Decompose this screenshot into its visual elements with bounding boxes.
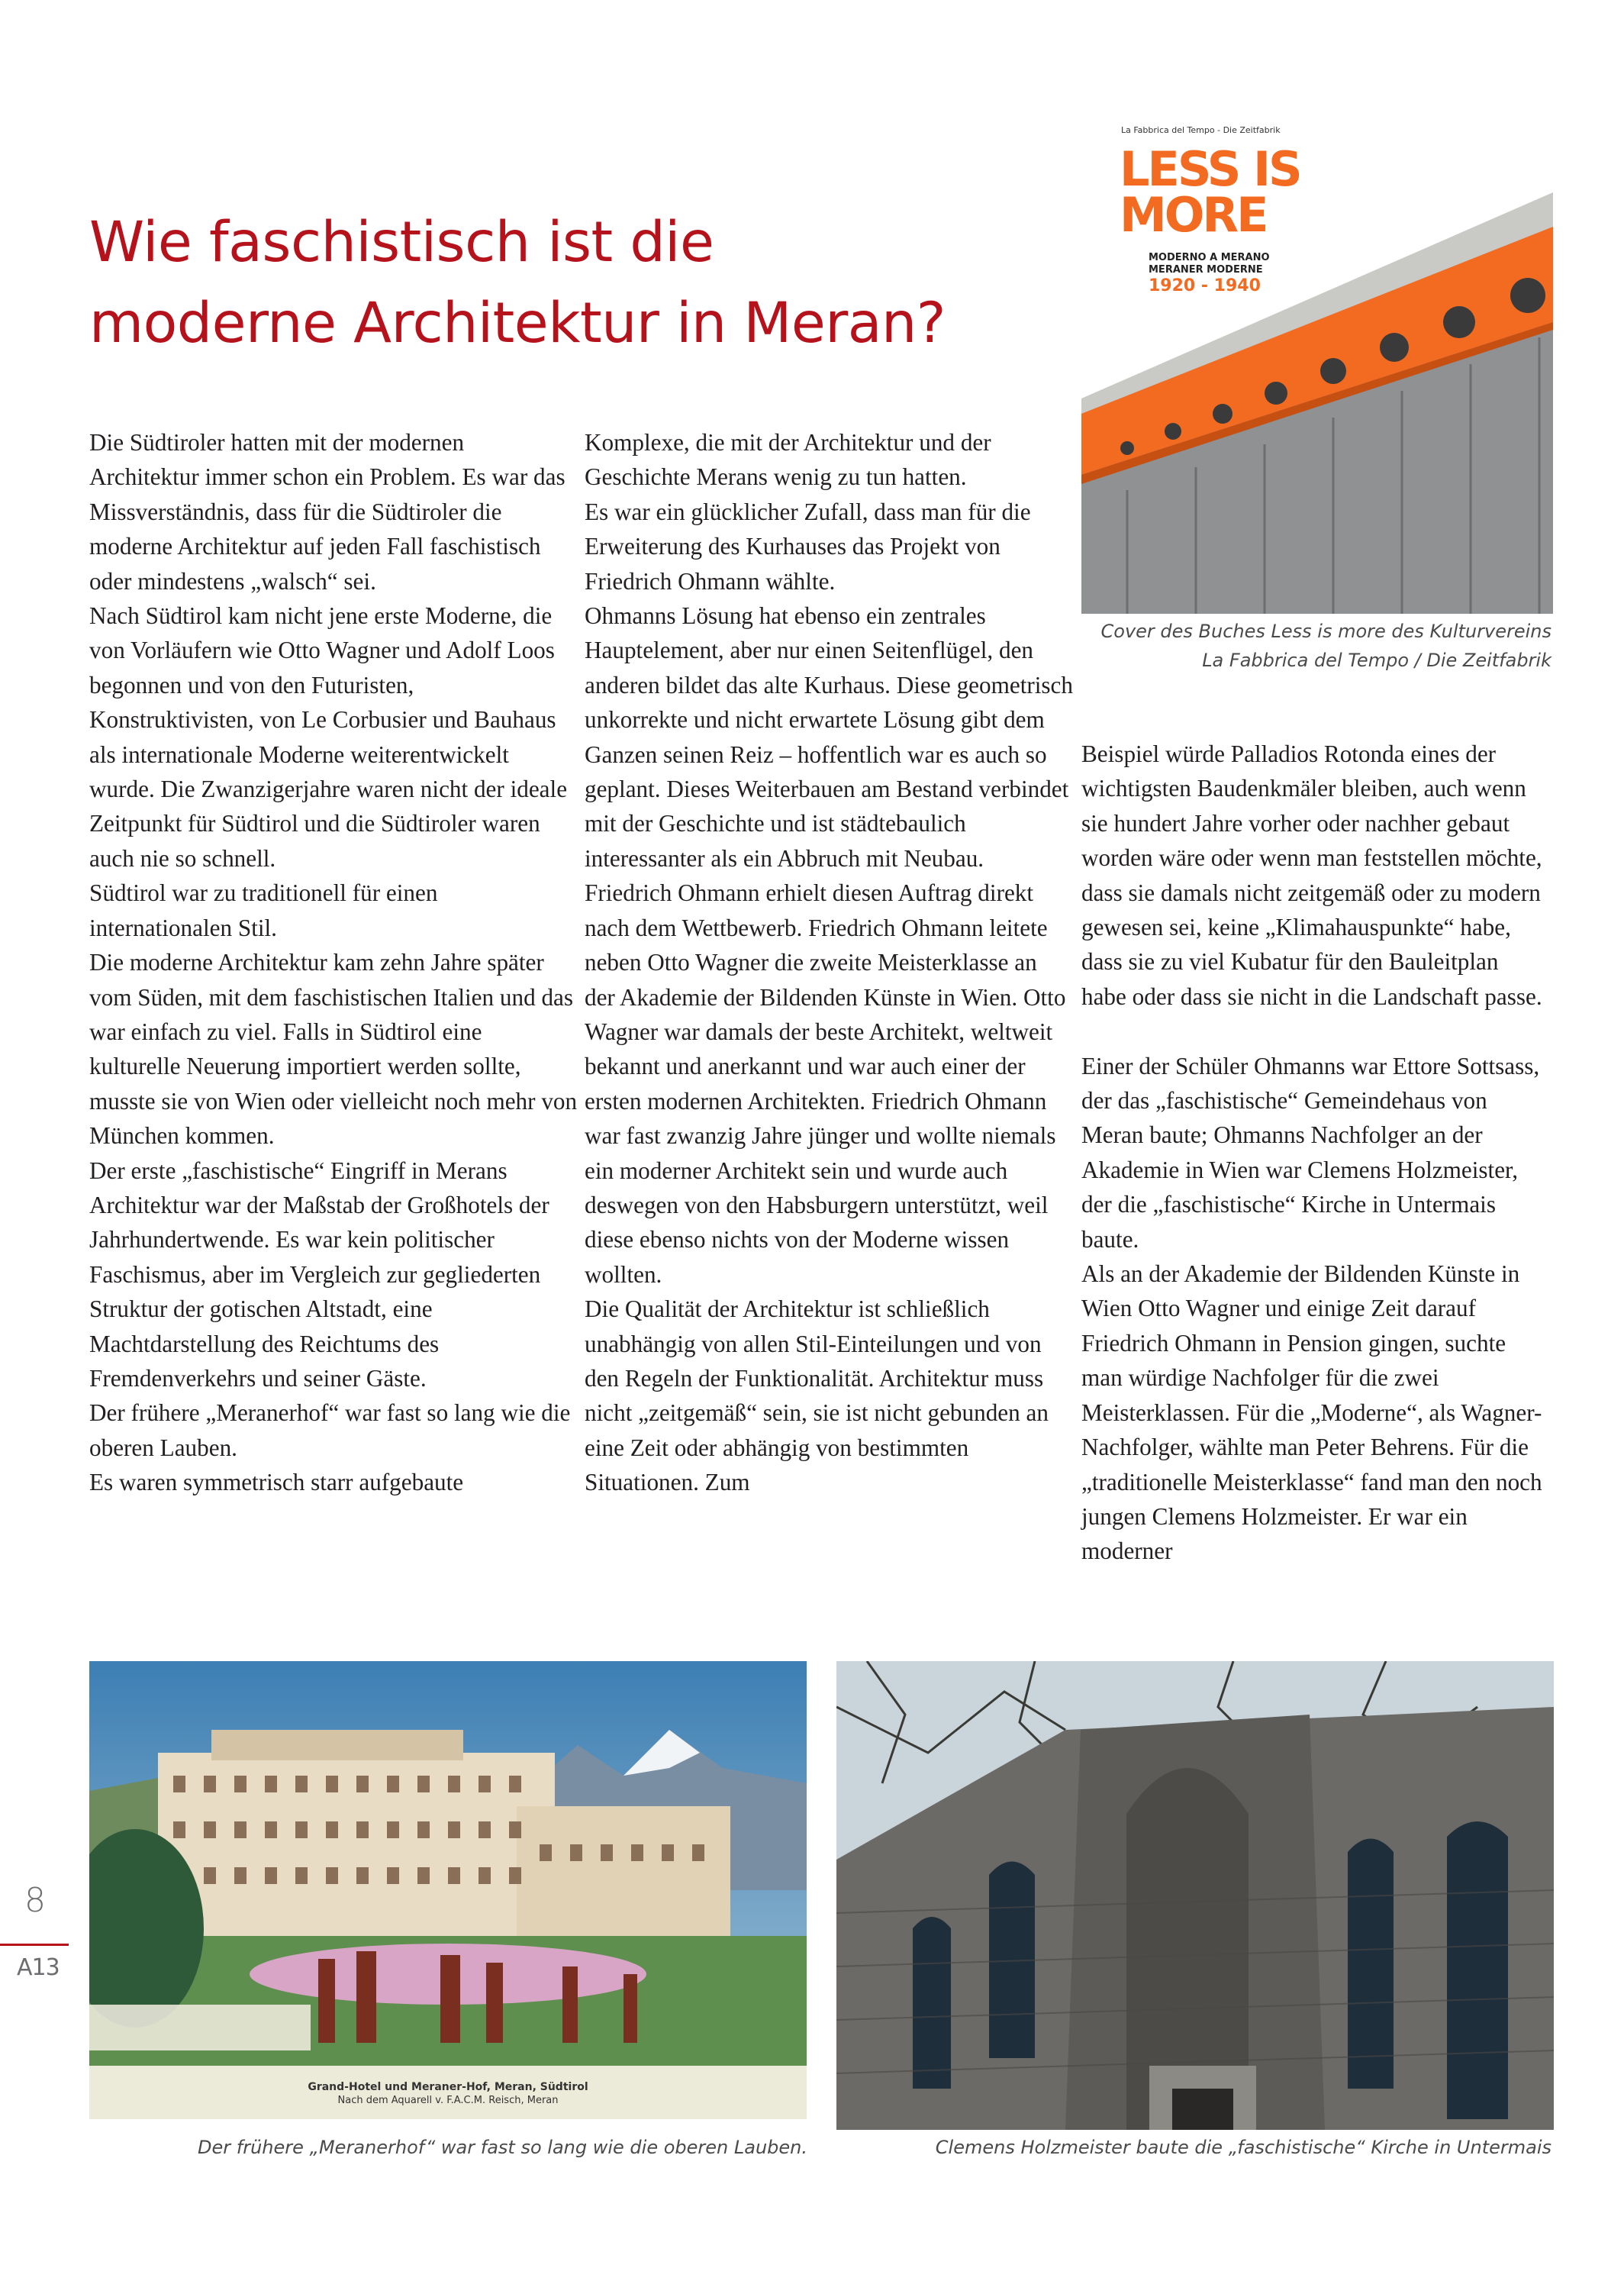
postcard-caption: Der frühere „Meranerhof“ war fast so lang wie die oberen Lauben. (198, 2137, 807, 2158)
postcard-inscription-line-2: Nach dem Aquarell v. F.A.C.M. Reisch, Meran (337, 2095, 559, 2106)
paragraph: Einer der Schüler Ohmanns war Ettore Sottsass, der das „faschistische“ Gemeindehaus von Meran baute; Ohmanns Nachfolger an der Akademie in Wien war Clemens Holzmeister, der die „faschistische“ Kirche in Untermais baute. (1081, 1052, 1540, 1253)
paragraph: Die Qualität der Architektur ist schließlich unabhängig von allen Stil-Einteilungen und von den Regeln der Funktionalität. Architektur muss nicht „zeitgemäß“ sein, sie ist nicht gebunden an eine Zeit oder abhängig von bestimmten Situationen. Zum (585, 1295, 1049, 1496)
paragraph: Als an der Akademie der Bildenden Künste in Wien Otto Wagner und einige Zeit darauf Friedrich Ohmann in Pension gingen, suchte man würdige Nachfolger für die zwei Meisterklassen. Für die „Moderne“, als Wagner-Nachfolger, wählte man Peter Behrens. Für die „traditionelle Meisterklasse“ fand man den noch jungen Clemens Holzmeister. Er war ein moderner (1081, 1260, 1542, 1565)
paragraph-spacer (1081, 1014, 1547, 1048)
paragraph: Beispiel würde Palladios Rotonda eines der wichtigsten Baudenkmäler bleiben, auch wenn sie hundert Jahre vorher oder nachher gebaut worden wäre oder wenn man feststellen möchte, dass sie damals nicht zeitgemäß oder zu modern gewesen sei, keine „Klimahauspunkte“ habe, dass sie zu viel Kubatur für den Bauleitplan habe oder dass sie nicht in die Landschaft passe. (1081, 740, 1542, 1010)
page-rule (0, 1944, 69, 1946)
page-label: A13 (17, 1954, 60, 1981)
cover-caption-line-2: La Fabbrica del Tempo / Die Zeitfabrik (1202, 650, 1552, 671)
cover-caption-line-1: Cover des Buches Less is more des Kulturvereins (1100, 621, 1552, 642)
headline-line-1: Wie faschistisch ist die (89, 210, 714, 275)
cover-subtitle-line-1: MODERNO A MERANO (1149, 252, 1270, 263)
cover-title (1120, 141, 1310, 243)
paragraph: Die moderne Architektur kam zehn Jahre später vom Süden, mit dem faschistischen Italien und das war einfach zu viel. Falls in Südtirol eine kulturelle Neuerung importiert werden sollte, musste sie von Wien oder vielleicht noch mehr von München kommen. (89, 949, 578, 1150)
church-photo-artwork (836, 1661, 1554, 2130)
postcard-inscription (89, 2081, 807, 2107)
church-caption: Clemens Holzmeister baute die „faschistische“ Kirche in Untermais (935, 2137, 1552, 2158)
paragraph: Nach Südtirol kam nicht jene erste Moderne, die von Vorläufern wie Otto Wagner und Adolf Loos begonnen und von den Futuristen, Konstruktivisten, von Le Corbusier und Bauhaus als internationale Moderne weiterentwickelt wurde. Die Zwanzigerjahre waren nicht der ideale Zeitpunkt für Südtirol und die Südtiroler waren auch nie so schnell. (89, 602, 568, 872)
article-headline (89, 202, 1028, 364)
paragraph: Friedrich Ohmann erhielt diesen Auftrag direkt nach dem Wettbewerb. Friedrich Ohmann leitete neben Otto Wagner die zweite Meisterklasse an der Akademie der Bildenden Künste in Wien. Otto Wagner war damals der beste Architekt, weltweit bekannt und anerkannt und war auch einer der ersten modernen Architekten. Friedrich Ohmann war fast zwanzig Jahre jünger und wollte niemals ein moderner Architekt sein und wurde auch deswegen von den Habsburgern unterstützt, weil diese ebenso nichts von der Moderne wissen wollten. (585, 879, 1066, 1288)
book-cover-image (1081, 93, 1553, 614)
headline-line-2: moderne Architektur in Meran? (89, 291, 946, 356)
text-column-2 (585, 425, 1073, 1500)
postcard-inscription-line-1: Grand-Hotel und Meraner-Hof, Meran, Südtirol (308, 2081, 588, 2093)
paragraph: Es waren symmetrisch starr aufgebaute (89, 1469, 464, 1496)
postcard-painting (89, 1661, 807, 2119)
postcard-image (89, 1661, 807, 2119)
text-column-3 (1081, 737, 1547, 1569)
text-column-1 (89, 425, 578, 1500)
cover-subtitle-line-2: MERANER MODERNE (1149, 264, 1263, 276)
cover-title-line-2: MORE (1120, 187, 1267, 243)
cover-caption (1101, 617, 1552, 675)
paragraph: Der frühere „Meranerhof“ war fast so lang wie die oberen Lauben. (89, 1399, 571, 1461)
church-photo (836, 1661, 1554, 2130)
paragraph: Südtirol war zu traditionell für einen internationalen Stil. (89, 879, 438, 941)
paragraph: Der erste „faschistische“ Eingriff in Merans Architektur war der Maßstab der Großhotels der Jahrhundertwende. Es war kein politischer Faschismus, aber im Vergleich zur gegliederten Struktur der gotischen Altstadt, eine Machtdarstellung des Reichtums des Fremdenverkehrs und seiner Gäste. (89, 1157, 549, 1392)
paragraph: Die Südtiroler hatten mit der modernen Architektur immer schon ein Problem. Es war das Missverständnis, dass für die Südtiroler die moderne Architektur auf jeden Fall faschistisch oder mindestens „walsch“ sei. (89, 429, 566, 595)
paragraph: Es war ein glücklicher Zufall, dass man für die Erweiterung des Kurhauses das Projekt von Friedrich Ohmann wählte. (585, 498, 1031, 595)
page-number: 8 (24, 1881, 46, 1920)
cover-subtitle (1149, 252, 1270, 276)
paragraph: Komplexe, die mit der Architektur und der Geschichte Merans wenig zu tun hatten. (585, 429, 991, 491)
cover-publisher: La Fabbrica del Tempo - Die Zeitfabrik (1121, 125, 1281, 135)
cover-years: 1920 - 1940 (1149, 276, 1261, 295)
paragraph: Ohmanns Lösung hat ebenso ein zentrales Hauptelement, aber nur einen Seitenflügel, den anderen bildet das alte Kurhaus. Diese geometrisch unkorrekte und nicht erwartete Lösung gibt dem Ganzen seinen Reiz – hoffentlich war es auch so geplant. Dieses Weiterbauen am Bestand verbindet mit der Geschichte und ist städtebaulich interessanter als ein Abbruch mit Neubau. (585, 602, 1073, 872)
cover-title-line-1: LESS IS (1120, 141, 1300, 197)
